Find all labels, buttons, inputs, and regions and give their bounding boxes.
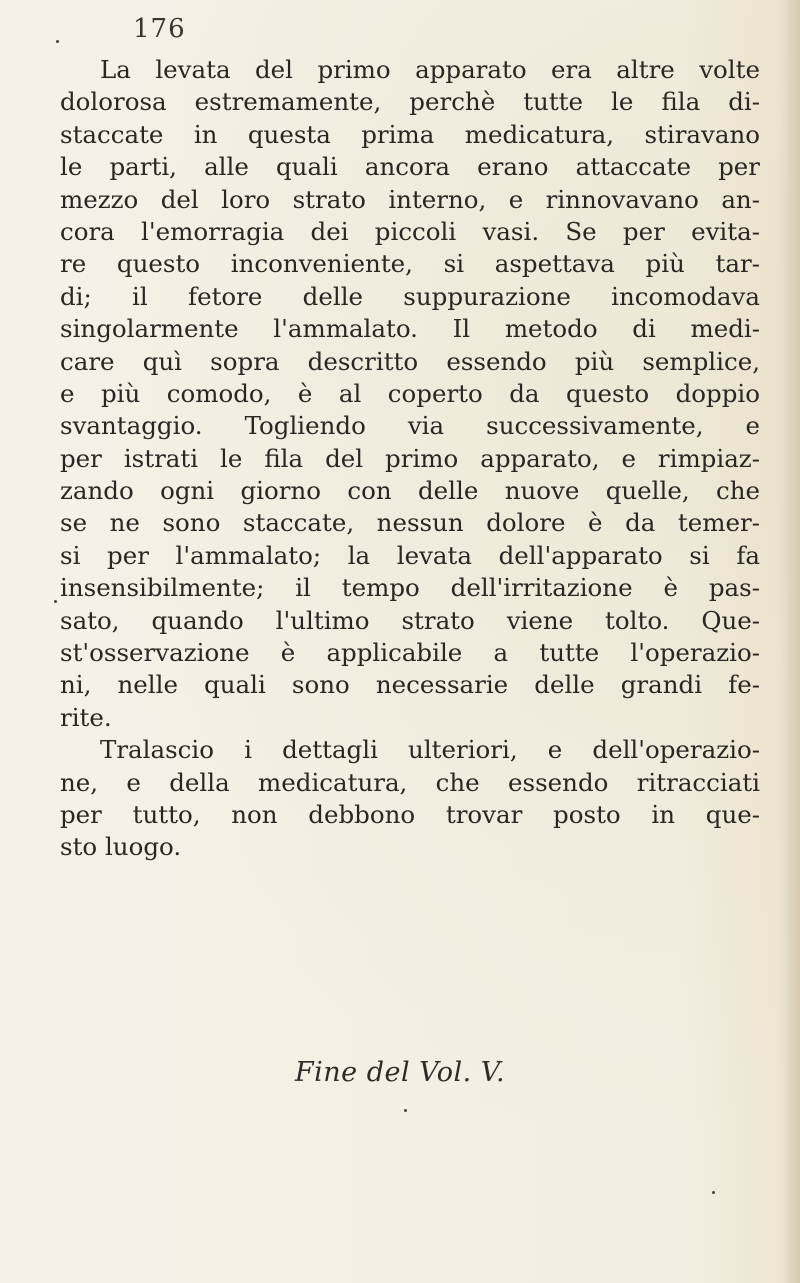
text-line: cora l'emorragia dei piccoli vasi. Se per evita-: [60, 216, 760, 246]
text-line: re questo inconveniente, si aspettava più tar-: [60, 249, 760, 279]
text-line: se ne sono staccate, nessun dolore è da temer-: [60, 508, 760, 538]
text-line: insensibilmente; il tempo dell'irritazione è pas-: [60, 573, 760, 603]
text-line: di; il fetore delle suppurazione incomodava: [60, 281, 760, 311]
text-line: per tutto, non debbono trovar posto in que-: [60, 799, 760, 829]
text-line: le parti, alle quali ancora erano attaccate per: [60, 152, 760, 182]
text-line: sato, quando l'ultimo strato viene tolto. Que-: [60, 605, 760, 635]
end-of-volume-note: Fine del Vol. V.: [294, 1057, 506, 1088]
text-line: singolarmente l'ammalato. Il metodo di medi-: [60, 314, 760, 344]
body-text: [60, 54, 760, 864]
text-line: rite.: [60, 702, 112, 732]
ink-speck: [54, 600, 57, 603]
text-line: per istrati le fila del primo apparato, e rimpiaz-: [60, 443, 760, 473]
text-line: sto luogo.: [60, 832, 182, 862]
text-line: st'osservazione è applicabile a tutte l'operazio-: [60, 638, 760, 668]
text-line: mezzo del loro strato interno, e rinnovavano an-: [60, 184, 760, 214]
ink-speck: [404, 1109, 407, 1112]
text-line: Tralascio i dettagli ulteriori, e dell'operazio-: [100, 735, 760, 765]
text-line: svantaggio. Togliendo via successivamente, e: [60, 411, 760, 441]
text-line: care quì sopra descritto essendo più semplice,: [60, 346, 760, 376]
ink-speck: [56, 40, 59, 43]
ink-speck: [712, 1191, 715, 1194]
text-line: si per l'ammalato; la levata dell'apparato si fa: [60, 540, 760, 570]
text-line: staccate in questa prima medicatura, stiravano: [60, 119, 760, 149]
page-number: 176: [133, 14, 186, 44]
text-line: e più comodo, è al coperto da questo doppio: [60, 378, 760, 408]
text-line: zando ogni giorno con delle nuove quelle, che: [60, 476, 760, 506]
text-line: dolorosa estremamente, perchè tutte le fila di-: [60, 87, 760, 117]
text-line: La levata del primo apparato era altre volte: [100, 55, 760, 84]
page-edge-shadow: [782, 0, 800, 1283]
text-line: ne, e della medicatura, che essendo ritracciati: [60, 767, 760, 797]
text-line: ni, nelle quali sono necessarie delle grandi fe-: [60, 670, 760, 700]
